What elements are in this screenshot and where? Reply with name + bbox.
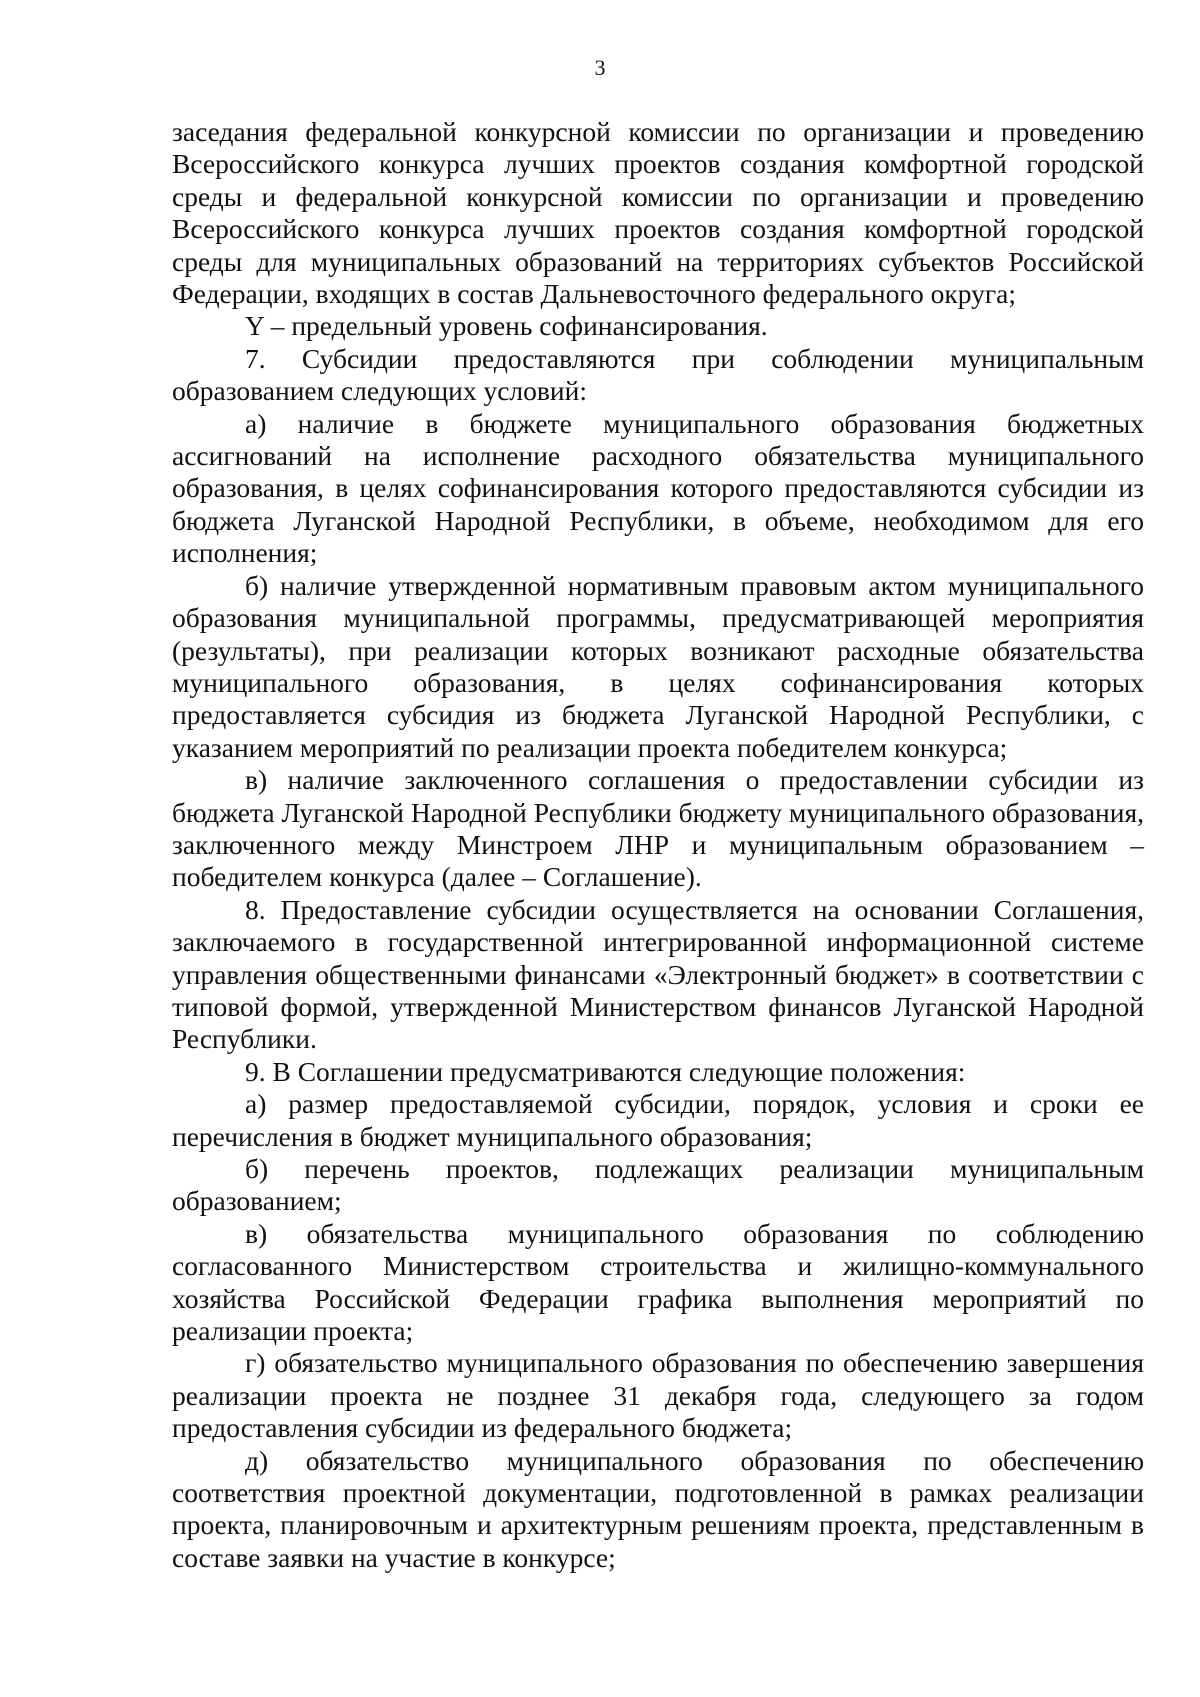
paragraph-y-definition: Y – предельный уровень софинансирования. bbox=[245, 310, 768, 342]
document-body bbox=[172, 116, 1144, 1574]
paragraph-clause-9b: б) перечень проектов, подлежащих реализации муниципальным образованием; bbox=[172, 1153, 1144, 1217]
page-number: 3 bbox=[594, 55, 606, 80]
paragraph-clause-9d: д) обязательство муниципального образования по обеспечению соответствия проектной документации, подготовленной в рамках реализации проекта, планировочным и архитектурным решениям проекта, представленным в составе заявки на участие в конкурсе; bbox=[172, 1444, 1144, 1573]
paragraph-clause-9g: г) обязательство муниципального образования по обеспечению завершения реализации проекта не позднее 31 декабря года, следующего за годом предоставления субсидии из федерального бюджета; bbox=[172, 1347, 1144, 1444]
paragraph-clause-9: 9. В Соглашении предусматриваются следующие положения: bbox=[245, 1055, 966, 1087]
paragraph-continuation: заседания федеральной конкурсной комиссии по организации и проведению Всероссийского конкурса лучших проектов создания комфортной городской среды и федеральной конкурсной комиссии по организации и проведению Всероссийского конкурса лучших проектов создания комфортной городской среды для муниципальных образований на территориях субъектов Российской Федерации, входящих в состав Дальневосточного федерального округа; bbox=[172, 116, 1144, 310]
paragraph-clause-9v: в) обязательства муниципального образования по соблюдению согласованного Министерством строительства и жилищно-коммунального хозяйства Российской Федерации графика выполнения мероприятий по реализации проекта; bbox=[172, 1217, 1144, 1347]
paragraph-clause-7a: а) наличие в бюджете муниципального образования бюджетных ассигнований на исполнение расходного обязательства муниципального образования, в целях софинансирования которого предоставляются субсидии из бюджета Луганской Народной Республики, в объеме, необходимом для его исполнения; bbox=[172, 407, 1144, 569]
paragraph-clause-9a: а) размер предоставляемой субсидии, порядок, условия и сроки ее перечисления в бюджет муниципального образования; bbox=[172, 1088, 1144, 1152]
paragraph-clause-7: 7. Субсидии предоставляются при соблюдении муниципальным образованием следующих условий: bbox=[172, 342, 1144, 407]
paragraph-clause-7v: в) наличие заключенного соглашения о предоставлении субсидии из бюджета Луганской Народной Республики бюджету муниципального образования, заключенного между Минстроем ЛНР и муниципальным образованием – победителем конкурса (далее – Соглашение). bbox=[172, 764, 1144, 893]
paragraph-clause-7b: б) наличие утвержденной нормативным правовым актом муниципального образования муниципальной программы, предусматривающей мероприятия (результаты), при реализации которых возникают расходные обязательства муниципального образования, в целях софинансирования которых предоставляется субсидия из бюджета Луганской Народной Республики, с указанием мероприятий по реализации проекта победителем конкурса; bbox=[172, 569, 1144, 763]
paragraph-clause-8: 8. Предоставление субсидии осуществляется на основании Соглашения, заключаемого в государственной интегрированной информационной системе управления общественными финансами «Электронный бюджет» в соответствии с типовой формой, утвержденной Министерством финансов Луганской Народной Республики. bbox=[172, 893, 1144, 1055]
